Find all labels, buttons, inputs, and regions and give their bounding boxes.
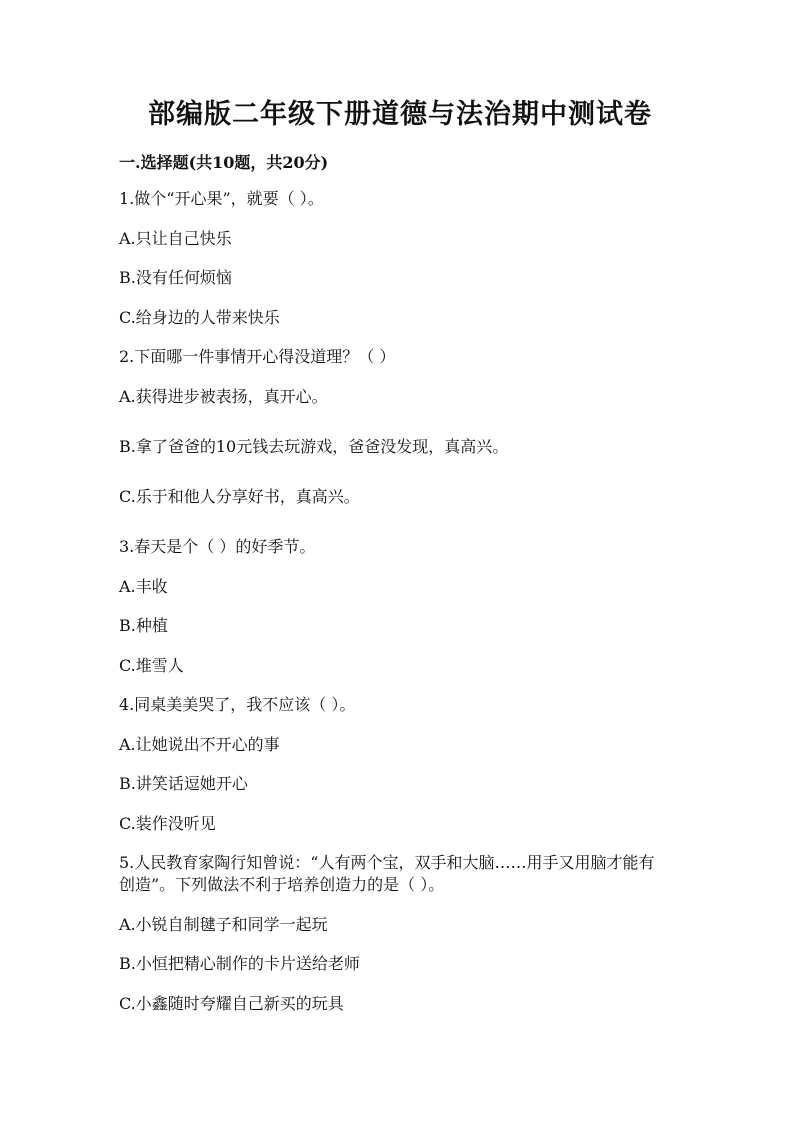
- question-1-option-a: A.只让自己快乐: [119, 229, 232, 248]
- question-2-option-b: B.拿了爸爸的10元钱去玩游戏，爸爸没发现，真高兴。: [119, 437, 509, 456]
- question-1-stem: 1.做个“开心果”，就要（ ）。: [119, 189, 324, 208]
- question-5-option-a: A.小锐自制毽子和同学一起玩: [119, 915, 328, 934]
- question-4-stem: 4.同桌美美哭了，我不应该（ ）。: [119, 695, 356, 714]
- page-title: 部编版二年级下册道德与法治期中测试卷: [148, 99, 652, 130]
- question-5-option-b: B.小恒把精心制作的卡片送给老师: [119, 954, 360, 973]
- question-4-option-a: A.让她说出不开心的事: [119, 735, 280, 754]
- question-3-stem: 3.春天是个（ ）的好季节。: [119, 537, 316, 556]
- question-3-option-c: C.堆雪人: [119, 656, 184, 675]
- question-5-stem-line-1: 5.人民教育家陶行知曾说：“人有两个宝，双手和大脑……用手又用脑才能有: [119, 853, 655, 872]
- question-2-option-c: C.乐于和他人分享好书，真高兴。: [119, 487, 360, 506]
- section-heading: 一.选择题(共10题，共20分): [119, 153, 329, 172]
- question-5-stem-line-2: 创造”。下列做法不利于培养创造力的是（ ）。: [119, 875, 445, 894]
- question-5-option-c: C.小鑫随时夸耀自己新买的玩具: [119, 994, 344, 1013]
- question-2-stem: 2.下面哪一件事情开心得没道理？（ ）: [119, 347, 396, 366]
- question-3-option-a: A.丰收: [119, 577, 168, 596]
- question-4-option-b: B.讲笑话逗她开心: [119, 774, 248, 793]
- question-1-option-b: B.没有任何烦恼: [119, 268, 232, 287]
- question-1-option-c: C.给身边的人带来快乐: [119, 308, 280, 327]
- question-3-option-b: B.种植: [119, 616, 168, 635]
- question-4-option-c: C.装作没听见: [119, 814, 216, 833]
- question-2-option-a: A.获得进步被表扬，真开心。: [119, 387, 328, 406]
